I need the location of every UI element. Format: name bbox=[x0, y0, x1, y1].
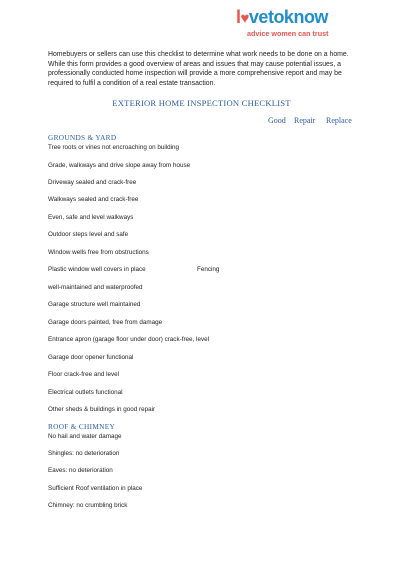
checklist-item: Grade, walkways and drive slope away from house bbox=[48, 162, 191, 169]
checklist-item: Garage door opener functional bbox=[48, 354, 134, 361]
logo-letter-l: l bbox=[236, 7, 241, 27]
checklist-item: Sufficient Roof ventilation in place bbox=[48, 485, 143, 492]
checklist-item: Window wells free from obstructions bbox=[48, 249, 149, 256]
checklist-item-fencing: Fencing bbox=[197, 266, 220, 273]
checklist-item: Electrical outlets functional bbox=[48, 389, 123, 396]
logo-wordmark-rest: vetoknow bbox=[248, 7, 328, 27]
checklist-item: well-maintained and waterproofed bbox=[48, 284, 143, 291]
section-heading-grounds-yard: GROUNDS & YARD bbox=[48, 133, 117, 142]
column-replace: Replace bbox=[326, 116, 352, 125]
section-heading-roof-chimney: ROOF & CHIMNEY bbox=[48, 422, 116, 431]
checklist-item: Walkways sealed and crack-free bbox=[48, 196, 139, 203]
lovetoknow-logo[interactable] bbox=[236, 8, 354, 38]
heart-icon: ♥ bbox=[240, 10, 249, 27]
checklist-item: Tree roots or vines not encroaching on building bbox=[48, 144, 180, 151]
checklist-item: Even, safe and level walkways bbox=[48, 214, 134, 221]
logo-tagline: advice women can trust bbox=[247, 29, 329, 38]
checklist-item: No hail and water damage bbox=[48, 433, 122, 440]
checklist-item: Garage doors painted, free from damage bbox=[48, 319, 163, 326]
checklist-item: Eaves: no deterioration bbox=[48, 467, 113, 474]
checklist-item: Outdoor steps level and safe bbox=[48, 231, 129, 238]
checklist-item: Entrance apron (garage floor under door) crack-free, level bbox=[48, 336, 210, 343]
checklist-item: Plastic window well covers in place bbox=[48, 266, 146, 273]
column-repair: Repair bbox=[294, 116, 316, 125]
checklist-item: Driveway sealed and crack-free bbox=[48, 179, 137, 186]
checklist-item: Floor crack-free and level bbox=[48, 371, 120, 378]
document-title: EXTERIOR HOME INSPECTION CHECKLIST bbox=[112, 98, 291, 108]
checklist-item: Other sheds & buildings in good repair bbox=[48, 406, 156, 413]
checklist-item: Shingles: no deterioration bbox=[48, 450, 120, 457]
checklist-item: Garage structure well maintained bbox=[48, 301, 141, 308]
column-good: Good bbox=[268, 116, 286, 125]
checklist-item: Chimney: no crumbling brick bbox=[48, 502, 128, 509]
intro-paragraph: Homebuyers or sellers can use this checklist to determine what work needs to be done on a home. While this form provides a good overview of areas and issues that may cause potential issues, a professionally conducted home inspection will provide a more comprehensive report and may be required to fulfil a condition of a real estate transaction. bbox=[48, 51, 349, 87]
logo-wordmark bbox=[236, 8, 354, 28]
